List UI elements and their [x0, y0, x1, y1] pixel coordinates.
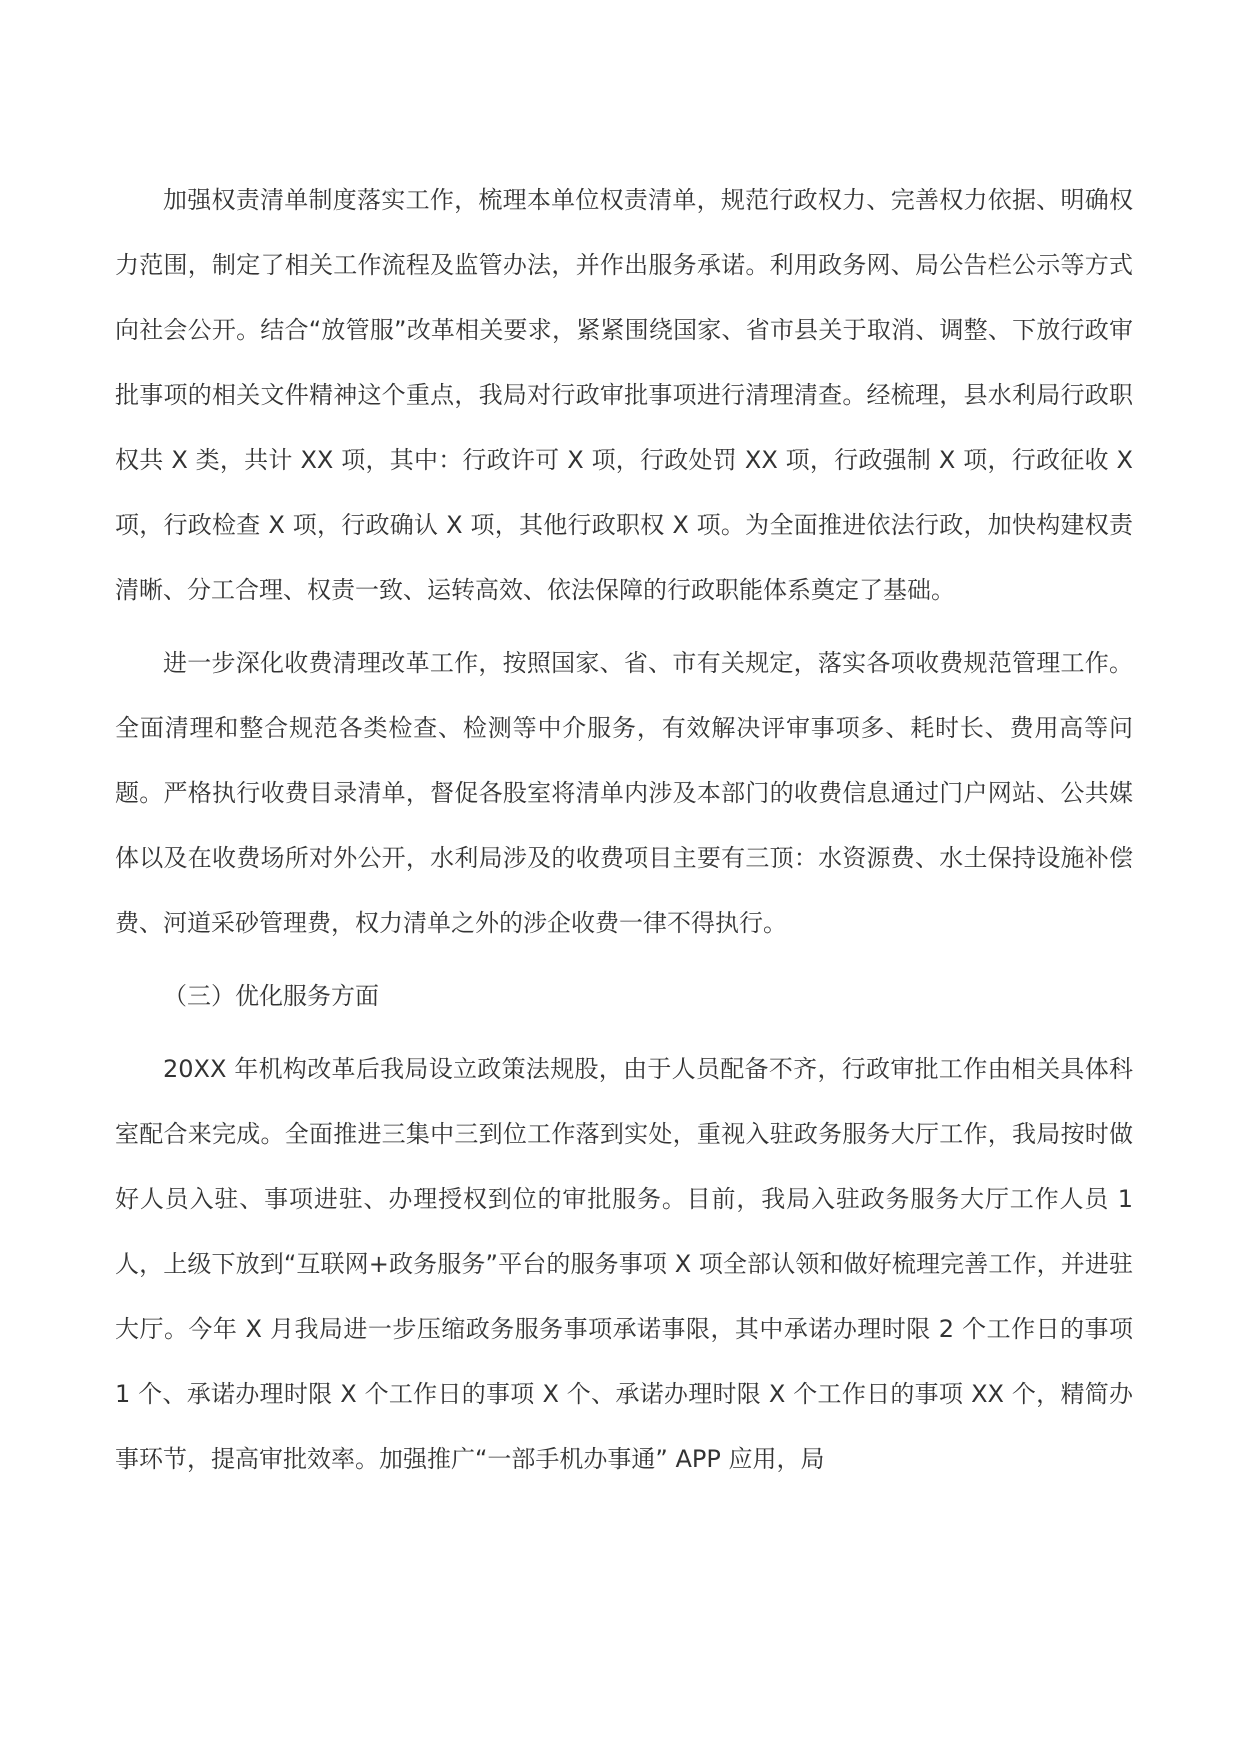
section-heading: （三）优化服务方面: [163, 982, 379, 1010]
paragraph-service-optimization: 20XX 年机构改革后我局设立政策法规股，由于人员配备不齐，行政审批工作由相关具体科室配合来完成。全面推进三集中三到位工作落到实处，重视入驻政务服务大厅工作，我局按时做好人员入驻、事项进驻、办理授权到位的审批服务。目前，我局入驻政务服务大厅工作人员 1 人，上级下放到“互联网+政务服务”平台的服务事项 X 项全部认领和做好梳理完善工作，并进驻大厅。今年 X 月我局进一步压缩政务服务事项承诺事限，其中承诺办理时限 2 个工作日的事项 1 个、承诺办理时限 X 个工作日的事项 X 个、承诺办理时限 X 个工作日的事项 XX 个，精简办事环节，提高审批效率。加强推广“一部手机办事通” APP 应用，局: [115, 1055, 1133, 1473]
paragraph-fee-reform: 进一步深化收费清理改革工作，按照国家、省、市有关规定，落实各项收费规范管理工作。全面清理和整合规范各类检查、检测等中介服务，有效解决评审事项多、耗时长、费用高等问题。严格执行收费目录清单，督促各股室将清单内涉及本部门的收费信息通过门户网站、公共媒体以及在收费场所对外公开，水利局涉及的收费项目主要有三顶：水资源费、水土保持设施补偿费、河道采砂管理费，权力清单之外的涉企收费一律不得执行。: [115, 649, 1133, 937]
document-body: [115, 168, 1133, 1500]
paragraph-power-list: 加强权责清单制度落实工作，梳理本单位权责清单，规范行政权力、完善权力依据、明确权力范围，制定了相关工作流程及监管办法，并作出服务承诺。利用政务网、局公告栏公示等方式向社会公开。结合“放管服”改革相关要求，紧紧围绕国家、省市县关于取消、调整、下放行政审批事项的相关文件精神这个重点，我局对行政审批事项进行清理清查。经梳理，县水利局行政职权共 X 类，共计 XX 项，其中：行政许可 X 项，行政处罚 XX 项，行政强制 X 项，行政征收 X 项，行政检查 X 项，行政确认 X 项，其他行政职权 X 项。为全面推进依法行政，加快构建权责清晰、分工合理、权责一致、运转高效、依法保障的行政职能体系奠定了基础。: [115, 186, 1133, 604]
